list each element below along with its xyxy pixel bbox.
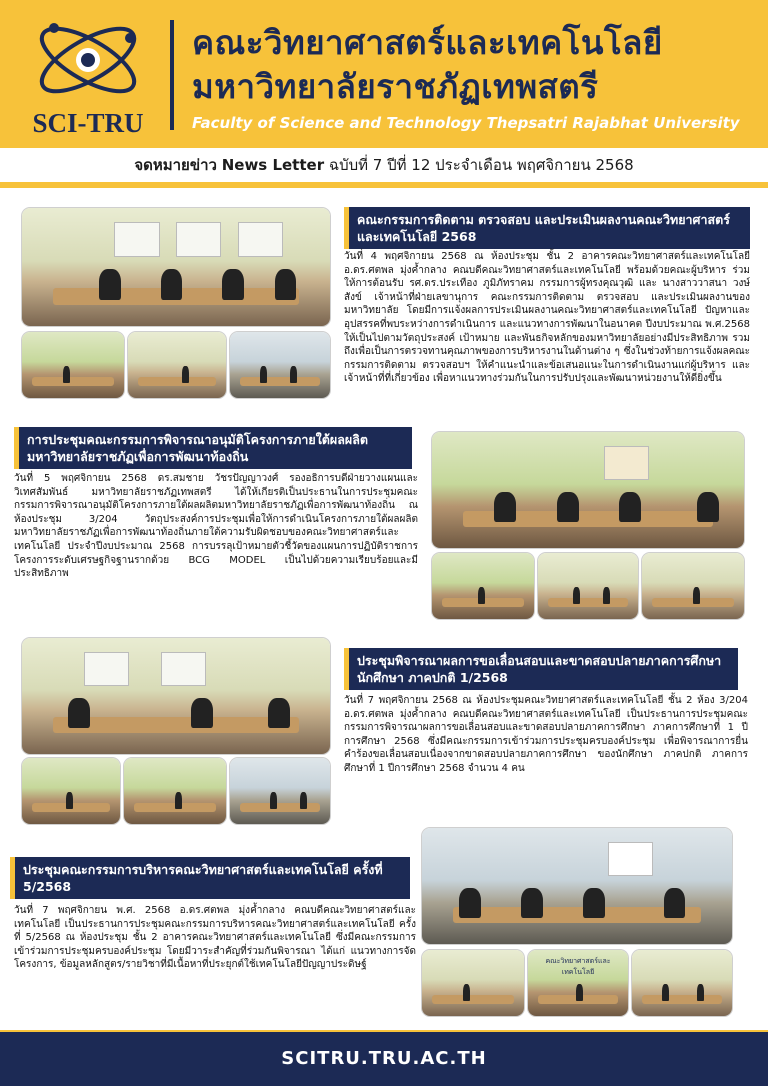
article4-photo-small-1: [422, 950, 524, 1016]
article2-photo-main: [432, 432, 744, 548]
faculty-name-english: Faculty of Science and Technology Thepsatri Rajabhat University: [192, 114, 740, 132]
article4-photo-small-2: [528, 950, 628, 1016]
footer-website-url[interactable]: SCITRU.TRU.AC.TH: [281, 1048, 487, 1069]
newsletter-issue: ฉบับที่ 7 ปีที่ 12 ประจำเดือน พฤศจิกายน 2568: [328, 156, 634, 174]
article2-title: การประชุมคณะกรรมการพิจารณาอนุมัติโครงการภายใต้ผลผลิตมหาวิทยาลัยราชภัฏเพื่อการพัฒนาท้องถิ่น: [14, 427, 412, 469]
newsletter-name: News Letter: [221, 156, 325, 174]
article1-photo-small-3: [230, 332, 330, 398]
article3-photo-small-1: [22, 758, 120, 824]
article3-photo-main: [22, 638, 330, 754]
article4-photo-main: [422, 828, 732, 944]
article2-photo-small-1: [432, 553, 534, 619]
article1-title: คณะกรรมการติดตาม ตรวจสอบ และประเมินผลงานคณะวิทยาศาสตร์และเทคโนโลยี 2568: [344, 207, 750, 249]
article3-photo-small-2: [124, 758, 226, 824]
sci-tru-atom-logo: [18, 8, 158, 138]
article2-body: วันที่ 5 พฤศจิกายน 2568 ดร.สมชาย วัชรปัญญาวงศ์ รองอธิการบดีฝ่ายวางแผนและวิเทศสัมพันธ์ มหาวิทยาลัยราชภัฏเทพสตรี ได้ให้เกียรติเป็นประธานในการประชุมคณะกรรมการพิจารณาอนุมัติโครงการภายใต้ผลผลิตมหาวิทยาลัยราชภัฏเพื่อการพัฒนาท้องถิ่น ณ ห้องประชุม 3/204 วัตถุประสงค์การประชุมเพื่อให้การดำเนินโครงการภายใต้ผลผลิตมหาวิทยาลัยราชภัฏเพื่อการพัฒนาท้องถิ่นภายใต้ความรับผิดชอบของคณะวิทยาศาสตร์และเทคโนโลยี ประจำปีงบประมาณ 2568 การบรรลุเป้าหมายตัวชี้วัดของแผนการปฏิบัติราชการ โครงการระดับเศรษฐกิจฐานรากด้วย BCG MODEL เป็นไปด้วยความเรียบร้อยและมีประสิทธิภาพ: [14, 473, 418, 580]
faculty-name-thai: คณะวิทยาศาสตร์และเทคโนโลยี: [192, 23, 663, 62]
university-name-thai: มหาวิทยาลัยราชภัฏเทพสตรี: [192, 67, 599, 106]
article3-body: วันที่ 7 พฤศจิกายน 2568 ณ ห้องประชุมคณะวิทยาศาสตร์และเทคโนโลยี ชั้น 2 ห้อง 3/204 อ.ดร.ศตพล มุ่งค้ำกลาง คณบดีคณะวิทยาศาสตร์และเทคโนโลยี เป็นประธานการประชุมคณะกรรมการพิจารณาผลการขอเลื่อนสอบและขาดสอบปลายภาคการศึกษา ภาคการศึกษาที่ 1 ปีการศึกษา 2568 ซึ่งมีคณะกรรมการเข้าร่วมการประชุมครบองค์ประชุม เพื่อพิจารณาการยื่นคำร้องขอเลื่อนสอบเนื่องจากขาดสอบปลายภาคการศึกษา ของนักศึกษา ภาคปกติ ภาคการศึกษาที่ 1 ปีการศึกษา 2568 จำนวน 4 คน: [344, 695, 748, 774]
newsletter-prefix: จดหมายข่าว: [134, 156, 217, 174]
article4-body: วันที่ 7 พฤศจิกายน พ.ศ. 2568 อ.ดร.ศตพล มุ่งค้ำกลาง คณบดีคณะวิทยาศาสตร์และเทคโนโลยี เป็นประธานการประชุมคณะกรรมการบริหารคณะวิทยาศาสตร์และเทคโนโลยี ครั้งที่ 5/2568 ณ ห้องประชุม ชั้น 2 อาคารคณะวิทยาศาสตร์และเทคโนโลยี ซึ่งมีคณะกรรมการเข้าร่วมการประชุมครบองค์ประชุม โดยมีวาระสำคัญที่ร่วมกันพิจารณา ได้แก่ แนวทางการจัดโครงการ, ข้อมูลหลักสูตร/รายวิชาที่มีเนื้อหาที่ประยุกต์ใช้เทคโนโลยีปัญญาประดิษฐ์: [14, 905, 416, 971]
article1-photo-small-1: [22, 332, 124, 398]
newsletter-issue-bar: [0, 150, 768, 180]
logo-text: SCI-TRU: [32, 108, 144, 138]
header-banner: [0, 0, 768, 148]
header-divider: [170, 20, 174, 130]
article2-photo-small-2: [538, 553, 638, 619]
article1-photo-main: [22, 208, 330, 326]
header-yellow-rule: [0, 182, 768, 188]
article4-photo-small-3: [632, 950, 732, 1016]
article1-body: วันที่ 4 พฤศจิกายน 2568 ณ ห้องประชุม ชั้น 2 อาคารคณะวิทยาศาสตร์และเทคโนโลยี อ.ดร.ศตพล มุ่งค้ำกลาง คณบดีคณะวิทยาศาสตร์และเทคโนโลยี พร้อมด้วยคณะผู้บริหาร ร่วมให้การต้อนรับ รศ.ดร.ประเทือง ภูมิภัทราคม กรรมการผู้ทรงคุณวุฒิ และ นางสาววาสนา วงษ์สังข์ เจ้าหน้าที่ฝ่ายเลขานุการ คณะกรรมการติดตาม ตรวจสอบ และประเมินผลงานของมหาวิทยาลัย โดยมีการแจ้งผลการประเมินผลงานคณะวิทยาศาสตร์และเทคโนโลยี ปัญหาและอุปสรรคที่พบระหว่างการดำเนินการ และแนวทางการพัฒนาในอนาคต ปีงบประมาณ พ.ศ.2568 ให้เป็นไปตามวัตถุประสงค์ เป้าหมาย และพันธกิจหลักของมหาวิทยาลัยอย่างมีประสิทธิภาพ รวมถึงเพื่อเป็นการตรวจทานคุณภาพของการบริหารงานในด้านต่าง ๆ ซึ่งในช่วงท้ายการแจ้งผลคณะกรรมการติดตาม ตรวจสอบฯ ให้คำแนะนำและข้อเสนอแนะในการดำเนินงานแก่ผู้บริหาร และเจ้าหน้าที่ที่เกี่ยวข้อง เพื่อหาแนวทางร่วมกันในการปรับปรุงและพัฒนาหน่วยงานให้ดียิ่งขึ้น: [344, 251, 750, 385]
article2-photo-small-3: [642, 553, 744, 619]
article4-photo-caption: คณะวิทยาศาสตร์และเทคโนโลยี: [545, 957, 611, 976]
article1-photo-small-2: [128, 332, 226, 398]
article3-title: ประชุมพิจารณาผลการขอเลื่อนสอบและขาดสอบปลายภาคการศึกษานักศึกษา ภาคปกติ 1/2568: [344, 648, 738, 690]
article4-title: ประชุมคณะกรรมการบริหารคณะวิทยาศาสตร์และเทคโนโลยี ครั้งที่ 5/2568: [10, 857, 410, 899]
article3-photo-small-3: [230, 758, 330, 824]
